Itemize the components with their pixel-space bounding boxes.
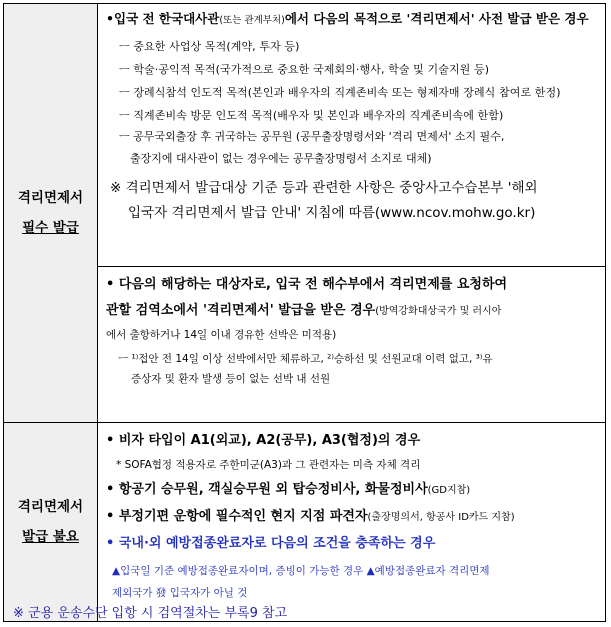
visa-bullet: • 비자 타입이 A1(외교), A2(공무), A3(협정)의 경우 xyxy=(106,433,421,448)
purpose-item-2: ㅡ 학술·공익적 목적(국가적으로 중요한 국제회의·행사, 학술 및 기술지원 등) xyxy=(119,63,490,76)
vaccinated-block xyxy=(106,531,599,604)
section-b-bullet: • 다음의 해당하는 대상자로, 입국 전 해수부에서 격리면제를 요청하여 관할 검역소에서 '격리면제서' 발급을 받은 경우(방역강화대상국가 및 러시아 xyxy=(106,277,508,318)
crew-bullet: • 항공기 승무원, 객실승무원 외 탑승정비사, 화물정비사(GD지참) xyxy=(106,482,471,497)
section-c xyxy=(98,423,606,622)
vaccinated-conditions: ▲입국일 기준 예방접종완료자이며, 증빙이 가능한 경우 ▲예방접종완료자 격리면제 제외국가 發 입국자가 아닐 것 xyxy=(112,565,490,599)
purpose-item-1: ㅡ 중요한 사업상 목적(계약, 투자 등) xyxy=(119,40,300,53)
quarantine-exemption-table xyxy=(3,3,606,622)
label-line1: 격리면제서 xyxy=(17,499,84,515)
seafarer-condition: ㅡ ¹⁾접안 전 14일 이상 선박에서만 체류하고, ²⁾승하선 및 선원교대 이력 없고, ³⁾유 증상자 및 환자 발생 등이 없는 선박 내 선원 xyxy=(118,353,493,385)
row-label-not-required xyxy=(4,423,98,622)
purpose-item-5: ㅡ 공무국외출장 후 귀국하는 공무원 (공무출장명령서와 '격리 면제서' 소지 필수, 출장지에 대사관이 없는 경우에는 공무출장명령서 소지로 대체) xyxy=(119,130,505,165)
label-line2: 필수 발급 xyxy=(22,220,79,236)
vaccinated-bullet: • 국내·외 예방접종완료자로 다음의 조건을 충족하는 경우 xyxy=(106,536,436,551)
footer-note: ※ 군용 운송수단 입항 시 검역절차는 부록9 참고 xyxy=(13,606,288,621)
label-line1: 격리면제서 xyxy=(17,190,84,206)
purpose-item-3: ㅡ 장례식참석 인도적 목적(본인과 배우자의 직계존비속 또는 형제자매 장례식 참여로 한정) xyxy=(119,86,561,99)
sofa-note: * SOFA협정 적용자로 주한미군(A3)과 그 관련자는 미측 자체 격리 xyxy=(116,459,421,471)
section-b-bullet-cont: 에서 출항하거나 14일 이내 경유한 선박은 미적용) xyxy=(106,329,337,341)
section-a-bullet: •입국 전 한국대사관(또는 관계부처)에서 다음의 목적으로 '격리면제서' 사전 발급 받은 경우 xyxy=(106,11,589,26)
row-label-required xyxy=(4,4,98,423)
purpose-item-4: ㅡ 직계존비속 방문 인도적 목적(배우자 및 본인과 배우자의 직계존비속에 한함) xyxy=(119,109,504,122)
label-line2: 발급 불요 xyxy=(22,529,79,545)
section-a-note: ※ 격리면제서 발급대상 기준 등과 관련한 사항은 중앙사고수습본부 '해외 입국자 격리면제서 발급 안내' 지침에 따름(www.ncov.mohw.go.kr) xyxy=(110,180,538,221)
section-a xyxy=(98,4,606,267)
official-bullet: • 부정기편 운항에 필수적인 현지 지점 파견자(출장명의서, 항공사 ID카드 지참) xyxy=(106,509,515,524)
section-b xyxy=(98,267,606,423)
